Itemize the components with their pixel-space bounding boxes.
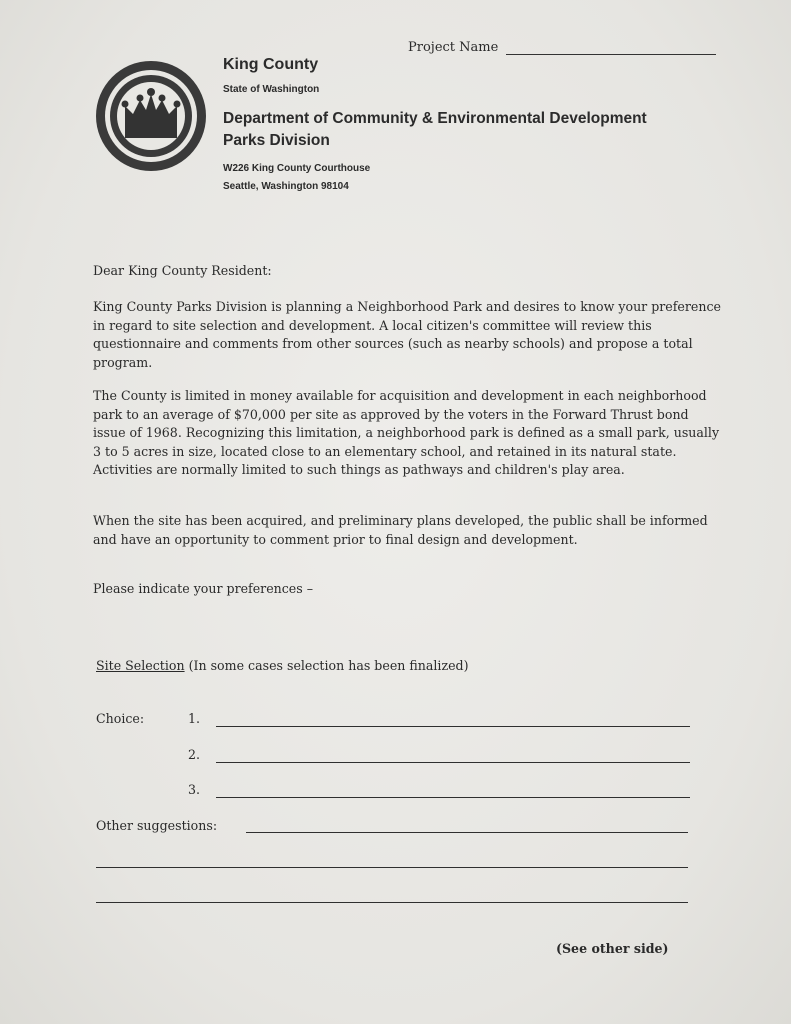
- choice-1-line[interactable]: [216, 726, 690, 727]
- department-name: Department of Community & Environmental Development: [223, 110, 647, 127]
- paragraph-3: When the site has been acquired, and preliminary plans developed, the public shall be informed and have an opportunity to comment prior to final design and development.: [93, 513, 708, 547]
- paragraph-2: The County is limited in money available for acquisition and development in each neighborhood park to an average of $70,000 per site as approved by the voters in the Forward Thrust bond issue of 1968. Recognizing this limitation, a neighborhood park is defined as a small park, usually 3 to 5 acres in size, located close to an elementary school, and retained in its natural state. Activities are normally limited to such things as pathways and children's play area.: [93, 388, 720, 477]
- address-line-2: Seattle, Washington 98104: [223, 181, 349, 192]
- site-selection-heading: [96, 658, 469, 673]
- address-line-1: W226 King County Courthouse: [223, 163, 371, 174]
- site-selection-note: (In some cases selection has been finalized): [188, 658, 469, 673]
- choice-number-2: 2.: [188, 747, 201, 762]
- state-name: State of Washington: [223, 84, 320, 95]
- other-suggestions-line-1[interactable]: [246, 832, 688, 833]
- project-name-label: Project Name: [408, 40, 499, 55]
- preferences-prompt: Please indicate your preferences –: [93, 581, 314, 596]
- other-suggestions-label: Other suggestions:: [96, 818, 218, 833]
- choice-number-3: 3.: [188, 782, 201, 797]
- see-other-side-note: (See other side): [556, 941, 669, 956]
- crown-seal-icon: [93, 58, 209, 174]
- choice-2-line[interactable]: [216, 762, 690, 763]
- choice-label: Choice:: [96, 711, 145, 726]
- choice-number-1: 1.: [188, 711, 201, 726]
- greeting: Dear King County Resident:: [93, 263, 272, 278]
- project-name-line[interactable]: [506, 40, 716, 55]
- other-suggestions-line-2[interactable]: [96, 867, 688, 868]
- project-name-field: [408, 40, 716, 55]
- site-selection-title: Site Selection: [96, 658, 185, 673]
- other-suggestions-line-3[interactable]: [96, 902, 688, 903]
- county-name: King County: [223, 56, 319, 73]
- choice-3-line[interactable]: [216, 797, 690, 798]
- division-name: Parks Division: [223, 132, 330, 149]
- paragraph-1: King County Parks Division is planning a Neighborhood Park and desires to know your preference in regard to site selection and development. A local citizen's committee will review this questionnaire and comments from other sources (such as nearby schools) and propose a total program.: [93, 299, 721, 370]
